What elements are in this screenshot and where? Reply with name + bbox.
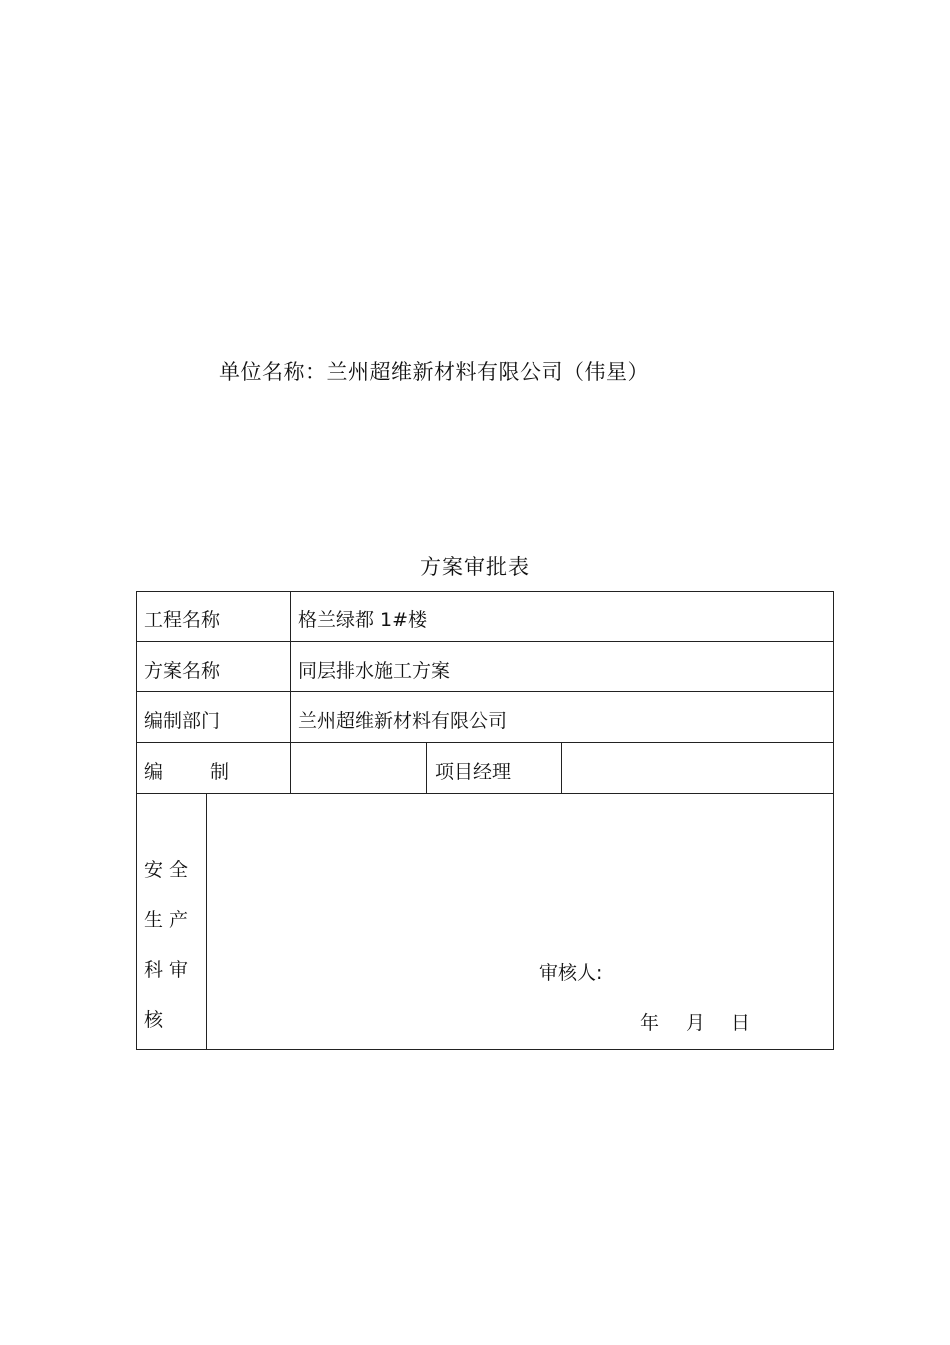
review-label-line: 生 产 [144, 909, 189, 931]
unit-name-line [219, 356, 649, 386]
table-border-right [833, 591, 834, 1050]
dept-label: 编制部门 [144, 710, 221, 732]
author-label-first-char: 编 [144, 761, 164, 783]
review-label-line: 核 [144, 1009, 164, 1031]
project-name-value: 格兰绿都 1#楼 [298, 609, 428, 631]
table-row-divider [136, 742, 834, 743]
review-section-label [144, 845, 214, 1045]
table-border-bottom [136, 1049, 834, 1050]
table-col-divider [561, 742, 562, 794]
reviewer-label: 审核人: [539, 962, 603, 984]
table-row-divider [136, 793, 834, 794]
table-row-divider [136, 691, 834, 692]
table-border-top [136, 591, 834, 592]
table-col-divider [426, 742, 427, 794]
date-year-label: 年 [640, 1012, 660, 1034]
table-col-divider [290, 591, 291, 794]
project-manager-label: 项目经理 [435, 761, 512, 783]
review-label-line: 科 审 [144, 959, 189, 981]
form-title: 方案审批表 [420, 555, 530, 579]
project-name-label: 工程名称 [144, 609, 221, 631]
unit-name-label: 单位名称： [219, 360, 327, 384]
dept-value: 兰州超维新材料有限公司 [298, 710, 508, 732]
table-border-left [136, 591, 137, 1050]
date-month-label: 月 [686, 1012, 706, 1034]
author-label-second-char: 制 [210, 761, 230, 783]
table-row-divider [136, 641, 834, 642]
plan-name-value: 同层排水施工方案 [298, 660, 451, 682]
review-label-line: 安 全 [144, 859, 189, 881]
date-day-label: 日 [731, 1012, 751, 1034]
plan-name-label: 方案名称 [144, 660, 221, 682]
unit-name-value: 兰州超维新材料有限公司（伟星） [326, 360, 649, 384]
